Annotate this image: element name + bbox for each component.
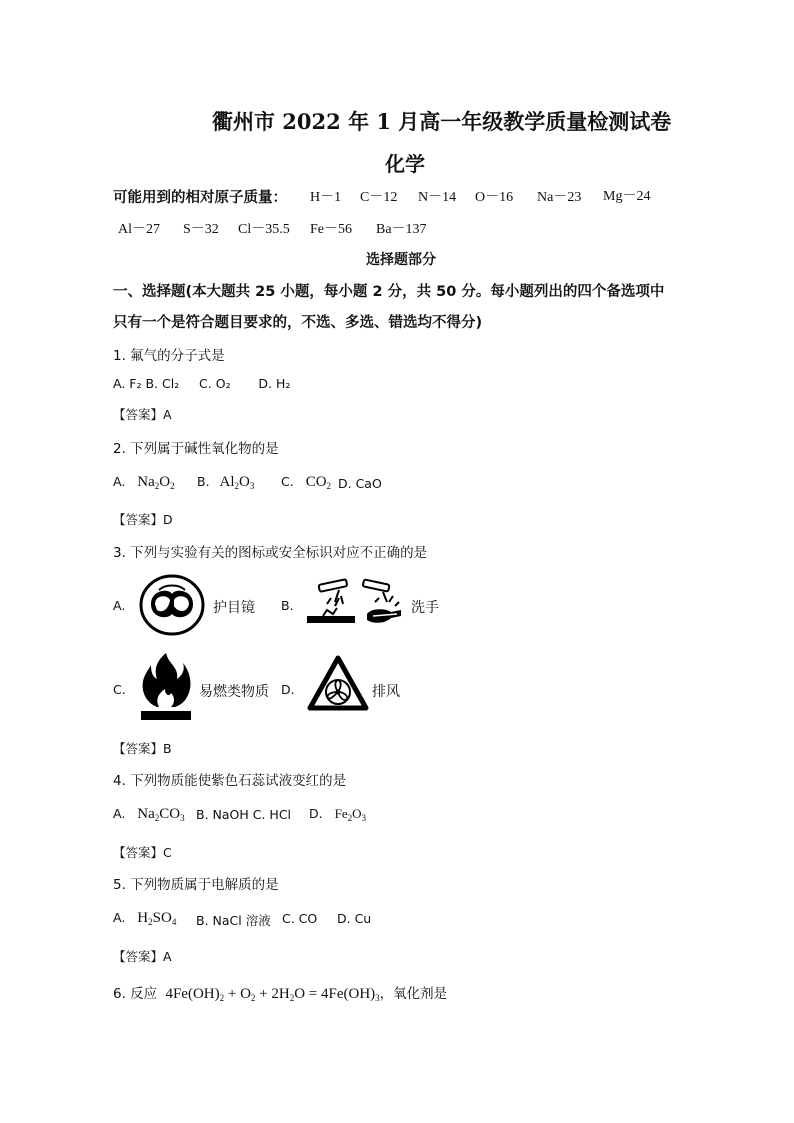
- option-letter: A.: [113, 806, 126, 821]
- question-3-stem: 3. 下列与实验有关的图标或安全标识对应不正确的是: [113, 545, 428, 561]
- question-3-answer: [113, 739, 172, 757]
- question-6-stem-head: 6. 反应: [113, 986, 158, 1002]
- question-2-option-a: [113, 474, 175, 491]
- section-instructions-line1: 一、选择题(本大题共 25 小题，每小题 2 分，共 50 分。每小题列出的四个备选项中: [113, 284, 665, 300]
- exhaust-fan-icon: [306, 654, 370, 714]
- question-3-option-d-label: 排风: [372, 684, 400, 700]
- reaction-equation: $4Fe(OH)_2 + O_2 + 2H_2O = 4Fe(OH)_3$: [165, 986, 380, 1003]
- atomic-mass-n: N－14: [418, 190, 457, 205]
- formula-na2o2: $Na_2O_2$: [137, 474, 175, 491]
- question-5-option-c: C. CO: [282, 911, 318, 926]
- question-6-stem: [113, 982, 447, 1003]
- option-letter: C.: [281, 474, 294, 489]
- question-6-stem-tail: ，氧化剂是: [379, 986, 448, 1002]
- atomic-mass-s: S－32: [183, 222, 219, 237]
- answer-value: A: [163, 407, 172, 422]
- subject-title: 化学: [385, 152, 425, 176]
- question-2-option-d: D. CaO: [338, 476, 382, 491]
- hand-wash-icon: [305, 578, 407, 630]
- question-3-option-d-letter: D.: [281, 682, 295, 697]
- section-instructions-line2: 只有一个是符合题目要求的，不选、多选、错选均不得分): [113, 315, 483, 331]
- answer-value: D: [163, 512, 173, 527]
- answer-value: B: [163, 741, 172, 756]
- atomic-mass-fe: Fe－56: [310, 222, 352, 237]
- atomic-mass-c: C－12: [360, 190, 398, 205]
- question-4-option-d: [309, 806, 366, 822]
- flame-icon: [139, 651, 193, 723]
- answer-prefix: 【答案】: [113, 512, 164, 527]
- goggles-icon: [139, 574, 205, 636]
- atomic-mass-label: 可能用到的相对原子质量：: [113, 190, 287, 206]
- option-letter: B.: [197, 474, 210, 489]
- option-letter: A.: [113, 474, 126, 489]
- option-letter: A.: [113, 910, 126, 925]
- question-2-stem: 2. 下列属于碱性氧化物的是: [113, 441, 279, 457]
- question-3-option-c-label: 易燃类物质: [199, 684, 269, 700]
- formula-co2: $CO_2$: [305, 474, 332, 491]
- question-1-stem: 1. 氟气的分子式是: [113, 348, 225, 364]
- question-3-option-a-letter: A.: [113, 598, 126, 613]
- question-4-answer: [113, 843, 172, 861]
- question-5-option-b: B. NaCl 溶液: [196, 913, 271, 928]
- exam-title: 衢州市 2022 年 1 月高一年级教学质量检测试卷: [212, 109, 672, 134]
- section-title: 选择题部分: [366, 252, 436, 268]
- question-4-options-bc: B. NaOH C. HCl: [196, 807, 292, 822]
- option-letter: D.: [309, 806, 323, 821]
- question-2-option-b: [197, 474, 254, 491]
- question-5-stem: 5. 下列物质属于电解质的是: [113, 877, 279, 893]
- answer-prefix: 【答案】: [113, 741, 164, 756]
- formula-na2co3: $Na_2CO_3$: [137, 806, 185, 823]
- question-1-answer: [113, 405, 172, 423]
- question-3-option-c-letter: C.: [113, 682, 126, 697]
- question-5-option-a: [113, 910, 176, 927]
- formula-h2so4: $H_2SO_4$: [137, 910, 177, 927]
- formula-fe2o3: $Fe_2O_3$: [334, 806, 366, 823]
- question-3-option-b-letter: B.: [281, 598, 294, 613]
- question-1-options: A. F₂ B. Cl₂ C. O₂ D. H₂: [113, 376, 291, 391]
- answer-prefix: 【答案】: [113, 949, 164, 964]
- atomic-mass-cl: Cl－35.5: [238, 222, 290, 237]
- question-4-stem: 4. 下列物质能使紫色石蕊试液变红的是: [113, 773, 347, 789]
- atomic-mass-na: Na－23: [537, 190, 582, 205]
- question-4-option-a: [113, 806, 185, 823]
- atomic-mass-mg: Mg－24: [603, 189, 651, 204]
- answer-prefix: 【答案】: [113, 845, 164, 860]
- question-2-answer: [113, 510, 173, 528]
- question-5-answer: [113, 947, 172, 965]
- question-5-option-d: D. Cu: [337, 911, 372, 926]
- atomic-mass-ba: Ba－137: [376, 222, 427, 237]
- atomic-mass-al: Al－27: [118, 222, 160, 237]
- question-2-option-c: [281, 474, 331, 491]
- question-3-option-b-label: 洗手: [411, 600, 439, 616]
- answer-value: C: [163, 845, 172, 860]
- atomic-mass-o: O－16: [475, 190, 514, 205]
- formula-al2o3: $Al_2O_3$: [219, 474, 255, 491]
- answer-prefix: 【答案】: [113, 407, 164, 422]
- atomic-mass-h: H－1: [310, 190, 342, 205]
- answer-value: A: [163, 949, 172, 964]
- question-3-option-a-label: 护目镜: [213, 600, 255, 616]
